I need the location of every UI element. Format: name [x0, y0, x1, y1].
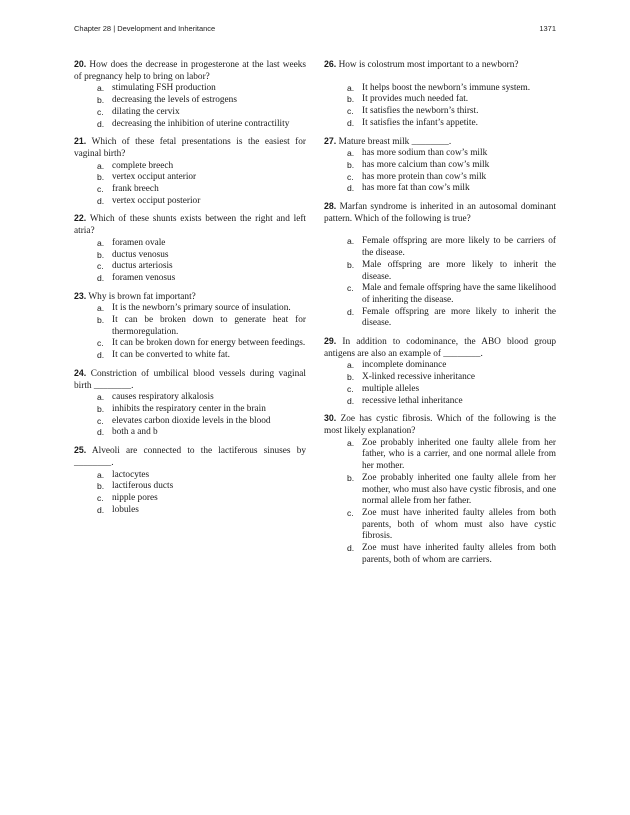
answer-option: [74, 184, 306, 196]
answer-options: [324, 148, 556, 195]
chapter-title: Chapter 28 | Development and Inheritance: [74, 24, 216, 33]
answer-option: [74, 493, 306, 505]
option-letter: b.: [97, 172, 105, 183]
option-text: foramen ovale: [112, 237, 166, 248]
option-letter: c.: [347, 171, 354, 182]
answer-options: [324, 360, 556, 407]
option-letter: d.: [97, 350, 105, 361]
option-text: ductus venosus: [112, 249, 169, 260]
question-text: How is colostrum most important to a newborn?: [338, 60, 519, 70]
answer-option: [324, 260, 556, 283]
question-stem: [324, 201, 556, 225]
question-stem: [74, 368, 306, 392]
answer-option: [74, 392, 306, 404]
answer-options: [324, 438, 556, 567]
option-text: both a and b: [112, 427, 158, 438]
option-text: vertex occiput posterior: [112, 195, 201, 206]
option-letter: b.: [97, 249, 105, 260]
option-text: It provides much needed fat.: [362, 94, 469, 105]
option-letter: b.: [347, 472, 355, 483]
option-letter: c.: [97, 106, 104, 117]
answer-option: [74, 470, 306, 482]
question-text: Constriction of umbilical blood vessels during vaginal birth ________.: [74, 368, 307, 391]
question-text: Why is brown fat important?: [88, 291, 196, 302]
answer-option: [74, 416, 306, 428]
answer-option: [324, 396, 556, 408]
question-text: In addition to codominance, the ABO blood group antigens are also an example of ________.: [324, 337, 556, 359]
option-text: It can be converted to white fat.: [112, 350, 230, 361]
option-text: It can be broken down to generate heat for thermoregulation.: [112, 315, 306, 337]
option-letter: b.: [97, 95, 105, 106]
option-letter: c.: [97, 338, 104, 349]
answer-option: [324, 384, 556, 396]
answer-options: [74, 470, 306, 517]
option-letter: a.: [97, 303, 105, 314]
option-letter: c.: [97, 261, 104, 272]
answer-option: [74, 107, 306, 119]
option-text: has more sodium than cow’s milk: [362, 148, 488, 159]
answer-options: [74, 238, 306, 285]
option-text: has more fat than cow’s milk: [362, 183, 470, 194]
answer-option: [324, 307, 556, 330]
option-letter: b.: [347, 159, 355, 170]
question-text: Which of these fetal presentations is the easiest for vaginal birth?: [74, 137, 306, 159]
answer-option: [74, 95, 306, 107]
question-stem: [324, 413, 556, 437]
option-text: Male and female offspring have the same likelihood of inheriting the disease.: [362, 283, 556, 305]
answer-options: [324, 83, 556, 130]
option-letter: b.: [347, 259, 355, 270]
page-number: 1371: [539, 24, 556, 33]
question-stem: [74, 445, 306, 469]
right-column: [324, 59, 556, 572]
option-text: lactiferous ducts: [112, 481, 174, 492]
question-number: 24.: [74, 367, 87, 378]
option-letter: a.: [97, 469, 105, 480]
answer-option: [324, 172, 556, 184]
option-letter: a.: [97, 160, 105, 171]
option-text: Zoe probably inherited one faulty allele from her mother, who must also have cystic fibrosis, and one normal allele from her father.: [362, 472, 556, 507]
answer-option: [74, 172, 306, 184]
question-29: [324, 336, 556, 407]
option-text: stimulating FSH production: [112, 83, 216, 94]
question-number: 23.: [74, 290, 87, 301]
answer-option: [324, 236, 556, 259]
option-letter: c.: [97, 415, 104, 426]
answer-option: [324, 148, 556, 160]
option-letter: a.: [97, 83, 105, 94]
option-text: Zoe probably inherited one faulty allele from her father, who is a carrier, and one normal allele from her mother.: [362, 437, 556, 472]
question-number: 27.: [324, 135, 337, 146]
answer-option: [74, 350, 306, 362]
option-text: foramen venosus: [112, 272, 176, 283]
option-letter: a.: [97, 237, 105, 248]
answer-options: [74, 392, 306, 439]
option-letter: c.: [347, 383, 354, 394]
question-text: Marfan syndrome is inherited in an autosomal dominant pattern. Which of the following is true?: [324, 202, 556, 224]
question-text: How does the decrease in progesterone at the last weeks of pregnancy help to bring on labor?: [74, 60, 306, 82]
answer-option: [74, 119, 306, 131]
question-30: [324, 413, 556, 566]
option-text: inhibits the respiratory center in the brain: [112, 403, 266, 414]
option-letter: b.: [347, 94, 355, 105]
option-text: It can be broken down for energy between feedings.: [112, 338, 306, 349]
question-stem: [324, 59, 556, 72]
option-text: complete breech: [112, 160, 174, 171]
option-text: nipple pores: [112, 492, 158, 503]
question-text: Alveoli are connected to the lactiferous sinuses by ________.: [74, 446, 307, 468]
option-letter: d.: [97, 504, 105, 515]
answer-option: [324, 183, 556, 195]
option-letter: b.: [97, 315, 105, 326]
question-21: [74, 136, 306, 207]
option-text: lobules: [112, 504, 139, 515]
option-text: vertex occiput anterior: [112, 172, 197, 183]
option-text: It satisfies the newborn’s thirst.: [362, 106, 479, 117]
option-letter: d.: [97, 272, 105, 283]
option-letter: a.: [347, 148, 355, 159]
answer-options: [74, 161, 306, 208]
answer-option: [74, 404, 306, 416]
question-27: [324, 136, 556, 196]
option-letter: c.: [97, 492, 104, 503]
answer-option: [74, 481, 306, 493]
answer-option: [74, 161, 306, 173]
question-number: 25.: [74, 445, 87, 456]
answer-option: [324, 473, 556, 508]
answer-option: [74, 196, 306, 208]
answer-options: [324, 236, 556, 330]
option-text: lactocytes: [112, 469, 150, 480]
answer-option: [324, 438, 556, 473]
answer-option: [324, 106, 556, 118]
option-text: It satisfies the infant’s appetite.: [362, 117, 478, 128]
question-text: Zoe has cystic fibrosis. Which of the following is the most likely explanation?: [324, 414, 556, 436]
answer-option: [74, 261, 306, 273]
option-text: It helps boost the newborn’s immune system.: [362, 82, 531, 93]
question-text: Mature breast milk ________.: [338, 136, 452, 147]
question-number: 29.: [324, 336, 337, 347]
question-number: 21.: [74, 136, 87, 147]
question-number: 20.: [74, 59, 87, 69]
question-stem: [74, 213, 306, 237]
question-20: [74, 59, 306, 130]
option-letter: a.: [347, 82, 355, 93]
question-stem: [74, 136, 306, 160]
answer-option: [324, 118, 556, 130]
option-text: incomplete dominance: [362, 360, 447, 371]
answer-option: [74, 250, 306, 262]
option-letter: d.: [97, 195, 105, 206]
question-25: [74, 445, 306, 516]
option-text: multiple alleles: [362, 383, 420, 394]
option-text: causes respiratory alkalosis: [112, 392, 214, 403]
option-text: elevates carbon dioxide levels in the blood: [112, 415, 271, 426]
option-text: frank breech: [112, 184, 159, 195]
option-text: X-linked recessive inheritance: [362, 372, 476, 383]
option-text: ductus arteriosis: [112, 261, 173, 272]
page-header: [74, 24, 556, 36]
answer-option: [74, 238, 306, 250]
answer-option: [324, 283, 556, 306]
answer-option: [74, 505, 306, 517]
question-26: [324, 59, 556, 130]
option-letter: b.: [347, 372, 355, 383]
option-text: Male offspring are more likely to inherit the disease.: [362, 259, 556, 282]
option-text: Zoe must have inherited faulty alleles from both parents, both of whom must also have cystic fibrosis.: [362, 507, 556, 542]
question-number: 26.: [324, 59, 337, 69]
option-letter: a.: [347, 236, 355, 247]
option-text: Female offspring are more likely to be carriers of the disease.: [362, 236, 556, 259]
option-letter: c.: [347, 106, 354, 117]
option-letter: d.: [347, 117, 355, 128]
option-letter: c.: [347, 507, 354, 518]
option-letter: c.: [97, 184, 104, 195]
option-letter: d.: [347, 543, 355, 554]
question-23: [74, 291, 306, 362]
question-number: 22.: [74, 213, 87, 224]
answer-option: [324, 508, 556, 543]
answer-option: [324, 360, 556, 372]
answer-options: [74, 83, 306, 130]
answer-option: [324, 372, 556, 384]
answer-option: [324, 160, 556, 172]
question-24: [74, 368, 306, 439]
question-22: [74, 213, 306, 284]
option-text: It is the newborn’s primary source of insulation.: [112, 303, 291, 314]
option-letter: d.: [347, 306, 355, 317]
answer-option: [74, 427, 306, 439]
option-letter: b.: [97, 481, 105, 492]
answer-option: [74, 338, 306, 350]
question-stem: [324, 136, 556, 149]
option-letter: a.: [347, 360, 355, 371]
answer-option: [74, 303, 306, 315]
question-number: 28.: [324, 201, 337, 212]
answer-option: [324, 83, 556, 95]
question-stem: [324, 336, 556, 360]
option-letter: a.: [97, 392, 105, 403]
option-text: Zoe must have inherited faulty alleles from both parents, both of whom are carriers.: [362, 543, 556, 565]
option-letter: b.: [97, 403, 105, 414]
option-text: Female offspring are more likely to inherit the disease.: [362, 306, 556, 329]
question-text: Which of these shunts exists between the right and left atria?: [74, 214, 306, 237]
option-letter: d.: [347, 183, 355, 194]
question-stem: [74, 291, 306, 304]
answer-option: [74, 83, 306, 95]
option-text: has more protein than cow’s milk: [362, 171, 487, 182]
option-text: recessive lethal inheritance: [362, 395, 463, 406]
option-text: decreasing the levels of estrogens: [112, 95, 237, 106]
question-28: [324, 201, 556, 330]
answer-option: [74, 315, 306, 338]
option-text: decreasing the inhibition of uterine contractility: [112, 118, 290, 129]
answer-options: [74, 303, 306, 362]
question-number: 30.: [324, 413, 337, 424]
question-stem: [74, 59, 306, 83]
answer-option: [74, 273, 306, 285]
answer-option: [324, 543, 556, 566]
option-text: has more calcium than cow’s milk: [362, 159, 490, 170]
option-text: dilating the cervix: [112, 106, 180, 117]
answer-option: [324, 94, 556, 106]
option-letter: d.: [97, 427, 105, 438]
left-column: [74, 59, 306, 522]
option-letter: d.: [97, 118, 105, 129]
option-letter: c.: [347, 283, 354, 294]
option-letter: a.: [347, 437, 355, 448]
option-letter: d.: [347, 395, 355, 406]
